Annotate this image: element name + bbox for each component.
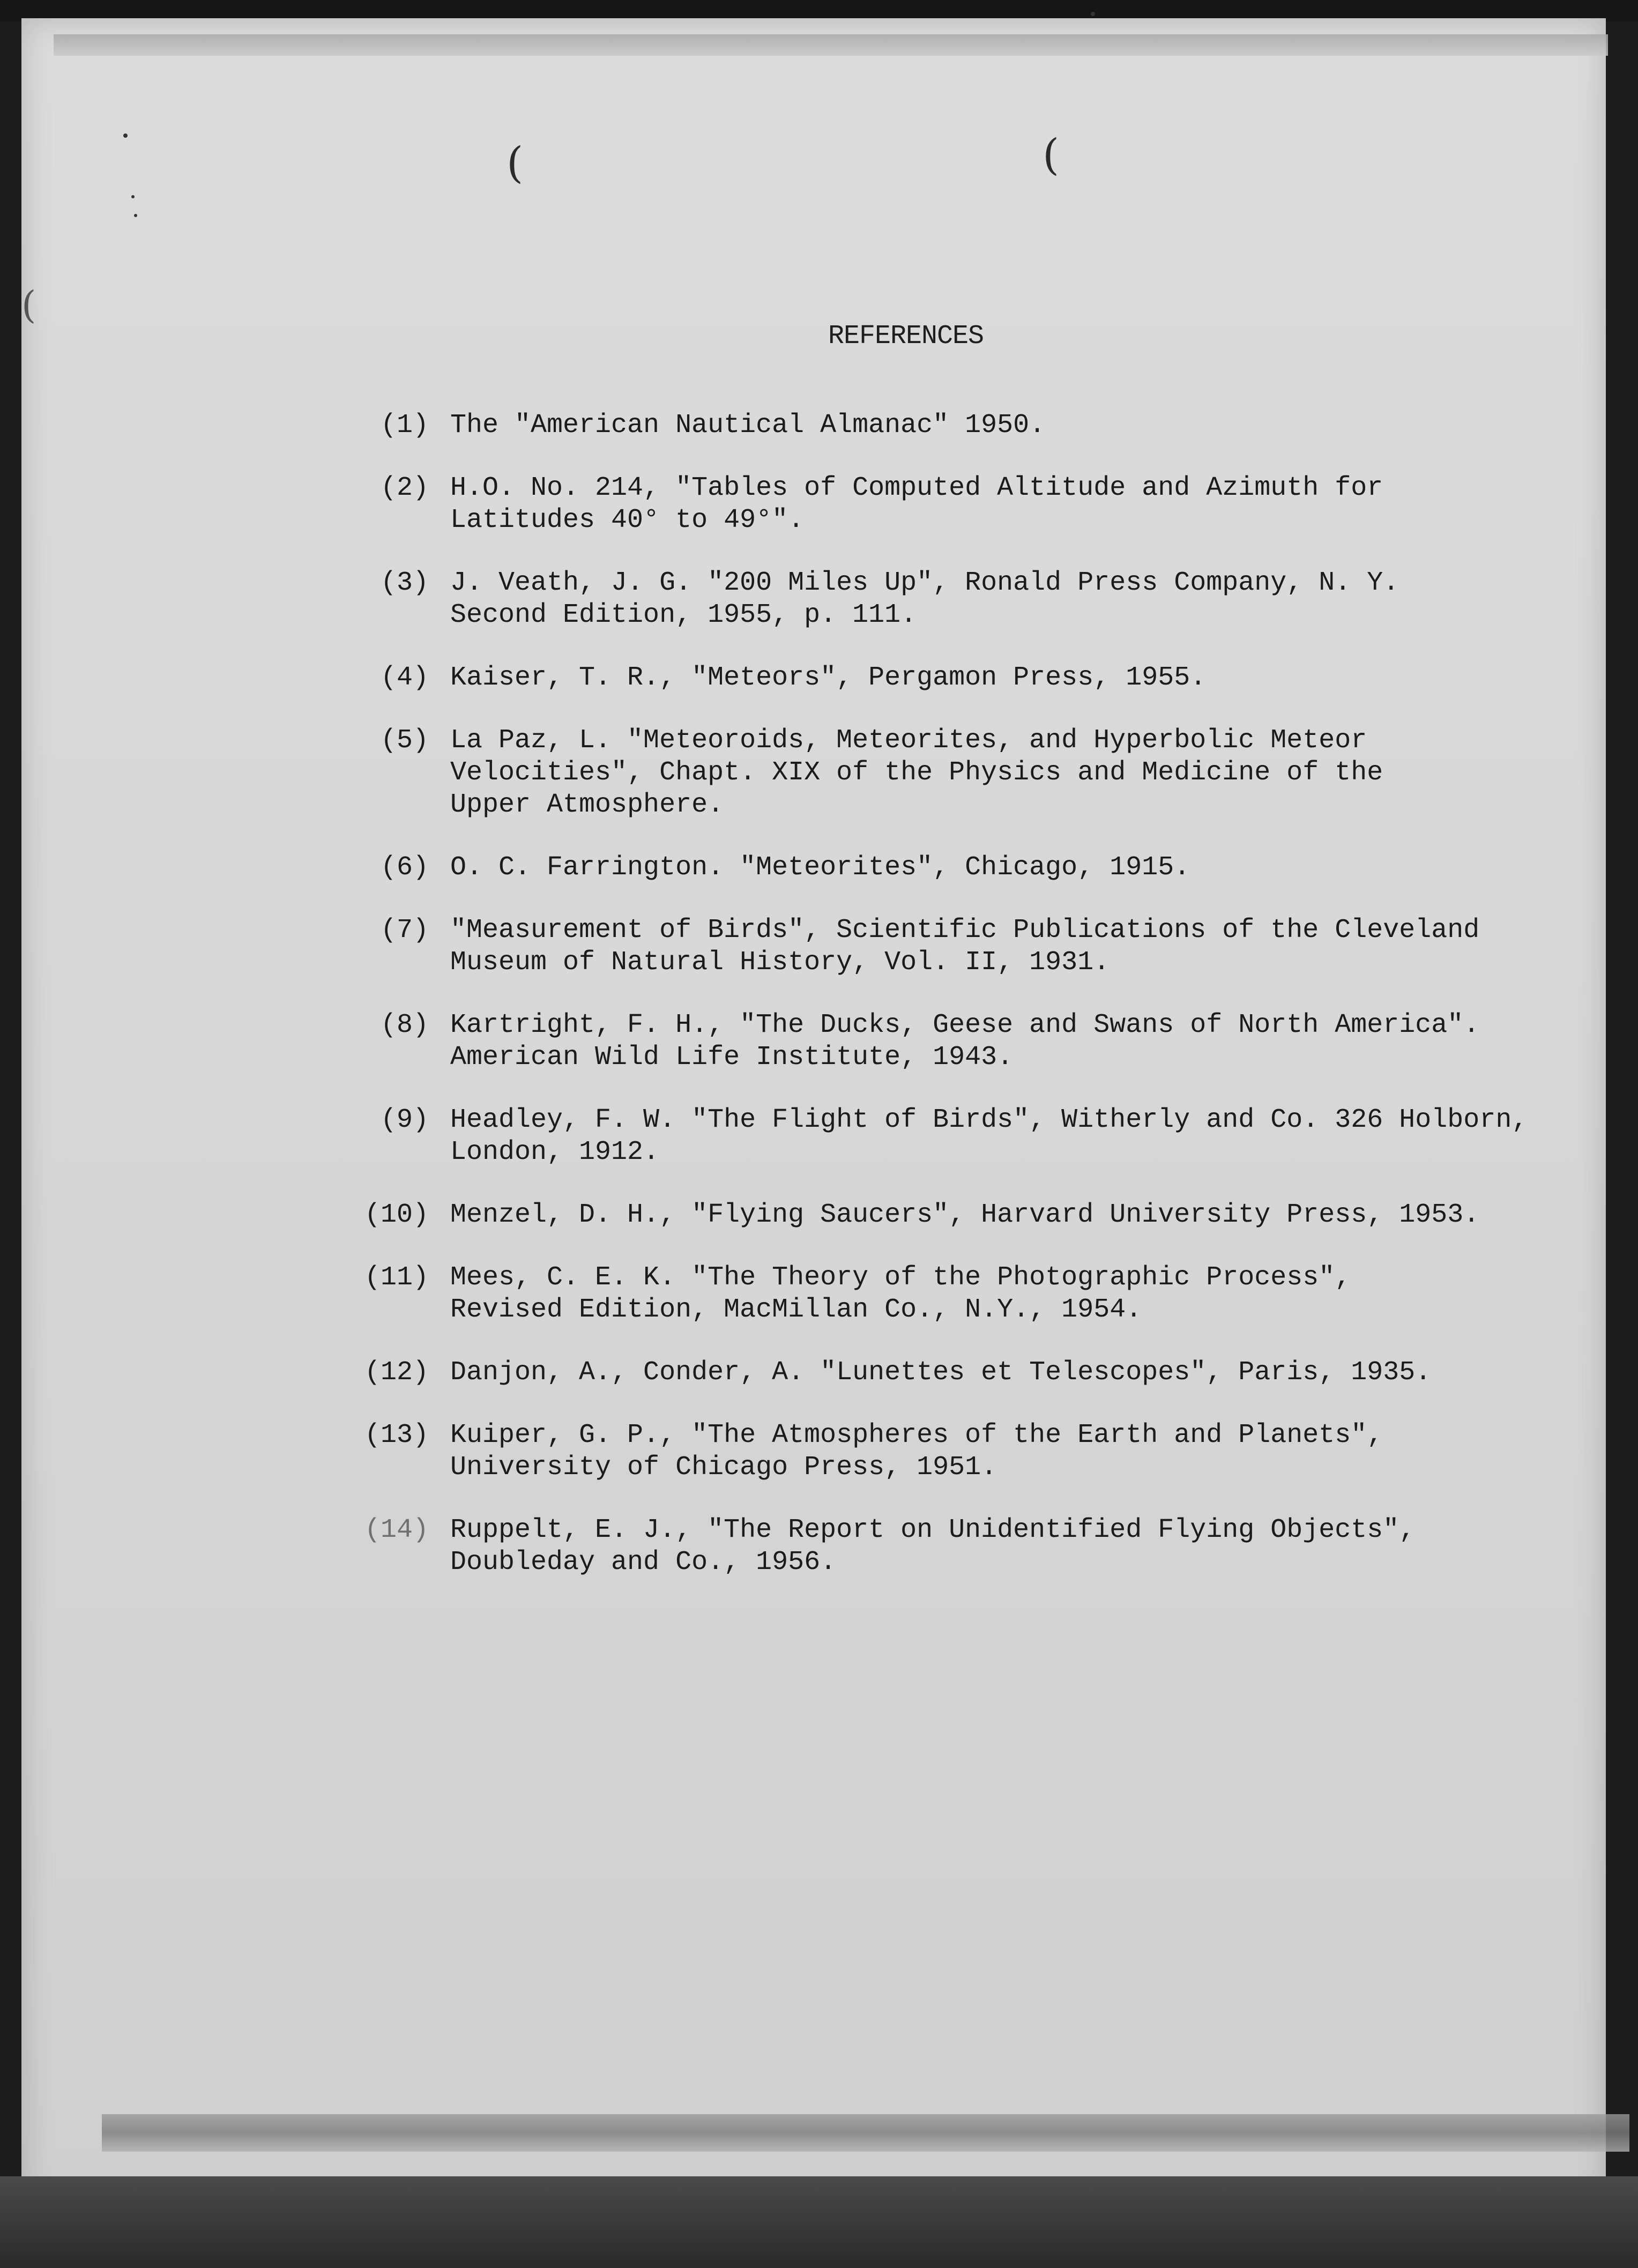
reference-text-line: London, 1912. [450, 1137, 660, 1168]
reference-item [322, 1199, 1554, 1231]
reference-text-line: Latitudes 40° to 49°". [450, 505, 805, 536]
margin-mark: ( [21, 283, 36, 327]
scan-top-band [54, 34, 1608, 56]
reference-item [322, 1262, 1554, 1326]
scan-bottom-band [102, 2114, 1629, 2152]
reference-text-line: Museum of Natural History, Vol. II, 1931. [450, 947, 1110, 978]
reference-number: (8) [380, 1010, 429, 1040]
reference-text-line: Kaiser, T. R., "Meteors", Pergamon Press, 1955. [450, 663, 1207, 693]
reference-list [322, 410, 1554, 1609]
reference-text-line: J. Veath, J. G. "200 Miles Up", Ronald Press Company, N. Y. [450, 568, 1399, 598]
reference-number: (1) [380, 410, 429, 441]
reference-number: (11) [364, 1262, 429, 1293]
hole-punch-mark-left: ( [507, 138, 524, 188]
reference-text-line: Second Edition, 1955, p. 111. [450, 600, 917, 630]
reference-text-line: University of Chicago Press, 1951. [450, 1452, 997, 1483]
reference-item [322, 852, 1554, 884]
reference-text-line: Kartright, F. H., "The Ducks, Geese and Swans of North America". [450, 1010, 1480, 1040]
reference-text-line: American Wild Life Institute, 1943. [450, 1042, 1014, 1073]
reference-text-line: Headley, F. W. "The Flight of Birds", Witherly and Co. 326 Holborn, [450, 1105, 1528, 1135]
dust-speck [123, 133, 128, 138]
reference-item [322, 472, 1554, 537]
reference-number: (7) [380, 915, 429, 946]
reference-item [322, 1514, 1554, 1579]
reference-item [322, 1104, 1554, 1169]
film-frame-bottom [0, 2176, 1638, 2268]
reference-number: (12) [364, 1357, 429, 1388]
document-page [21, 18, 1606, 2205]
reference-text-line: H.O. No. 214, "Tables of Computed Altitude and Azimuth for [450, 473, 1383, 503]
reference-text-line: Velocities", Chapt. XIX of the Physics and Medicine of the [450, 757, 1383, 788]
reference-item [322, 662, 1554, 694]
reference-text-line: La Paz, L. "Meteoroids, Meteorites, and Hyperbolic Meteor [450, 725, 1367, 756]
reference-number: (13) [364, 1420, 429, 1451]
reference-number: (10) [364, 1200, 429, 1230]
reference-number: (5) [380, 725, 429, 756]
reference-text-line: "Measurement of Birds", Scientific Publications of the Cleveland [450, 915, 1480, 946]
reference-text-line: Ruppelt, E. J., "The Report on Unidentified Flying Objects", [450, 1515, 1416, 1545]
reference-item [322, 1419, 1554, 1484]
reference-item [322, 567, 1554, 631]
reference-item [322, 410, 1554, 442]
reference-text-line: Kuiper, G. P., "The Atmospheres of the Earth and Planets", [450, 1420, 1383, 1451]
reference-text-line: Revised Edition, MacMillan Co., N.Y., 1954. [450, 1295, 1142, 1325]
reference-number: (6) [380, 852, 429, 883]
reference-number: (14) [364, 1515, 429, 1545]
reference-number: (4) [380, 663, 429, 693]
page-title: REFERENCES [828, 321, 984, 352]
reference-text-line: Menzel, D. H., "Flying Saucers", Harvard University Press, 1953. [450, 1200, 1480, 1230]
reference-text-line: Upper Atmosphere. [450, 790, 724, 820]
dust-speck [134, 214, 137, 217]
hole-punch-mark-right: ( [1043, 130, 1060, 180]
reference-text-line: Mees, C. E. K. "The Theory of the Photographic Process", [450, 1262, 1351, 1293]
reference-item [322, 1009, 1554, 1074]
reference-item [322, 914, 1554, 979]
reference-number: (3) [380, 568, 429, 598]
reference-item [322, 1357, 1554, 1389]
reference-text-line: Doubleday and Co., 1956. [450, 1547, 837, 1578]
reference-text-line: The "American Nautical Almanac" 1950. [450, 410, 1046, 441]
reference-item [322, 725, 1554, 821]
reference-number: (2) [380, 473, 429, 503]
reference-number: (9) [380, 1105, 429, 1135]
dust-speck [131, 195, 135, 198]
reference-text-line: O. C. Farrington. "Meteorites", Chicago, 1915. [450, 852, 1190, 883]
dust-speck [1091, 12, 1095, 16]
reference-text-line: Danjon, A., Conder, A. "Lunettes et Telescopes", Paris, 1935. [450, 1357, 1432, 1388]
